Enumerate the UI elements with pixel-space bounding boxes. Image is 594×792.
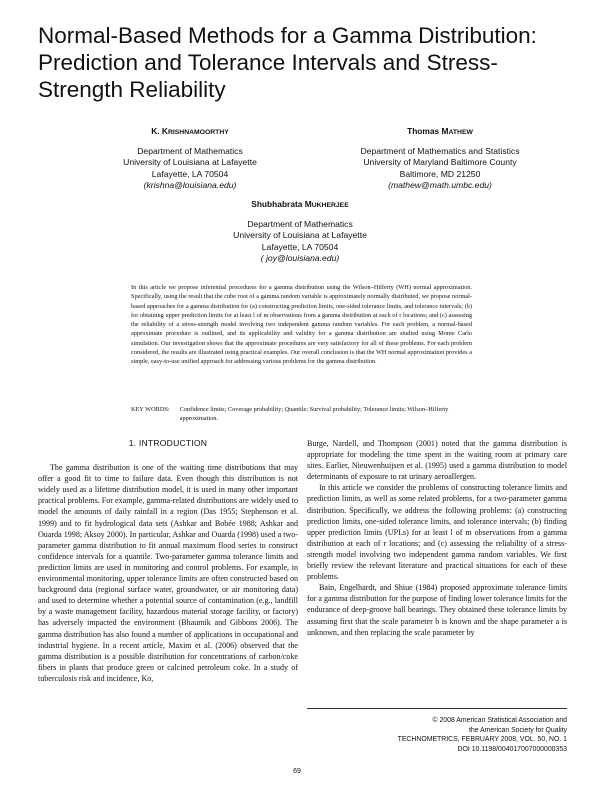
author-email[interactable]: (mathew@math.umbc.edu) xyxy=(388,180,492,190)
author-name: K. KRISHNAMOORTHY xyxy=(151,126,229,136)
paper-title: Normal-Based Methods for a Gamma Distribution: Prediction and Tolerance Intervals and Stress-Strength Reliability xyxy=(38,23,537,102)
author-city: Lafayette, LA 70504 xyxy=(151,168,229,179)
journal-line: TECHNOMETRICS, FEBRUARY 2008, VOL. 50, NO. 1 xyxy=(397,736,567,744)
author-department: Department of Mathematics xyxy=(247,218,353,229)
keywords xyxy=(131,405,472,424)
author-block-1 xyxy=(70,126,310,192)
paragraph: Bain, Engelhardt, and Shiue (1984) proposed approximate tolerance limits for a gamma distribution for the purpose of finding lower tolerance limits for the endurance of deep-groove ball bearings. They obtained these tolerance limits by assuming first that the scale parameter b is known and the shape parameter a is unknown, and then replacing the scale parameter by xyxy=(307,583,567,637)
author-name: Shubhabrata MUKHERJEE xyxy=(251,199,349,209)
author-block-2 xyxy=(320,126,560,192)
right-column xyxy=(307,438,567,638)
paragraph: The gamma distribution is one of the waiting time distributions that may offer a good fit to time to failure data. Even though this distribution is not widely used as a lifetime distribution model, it is used in many other important practical problems. For example, gamma-related distributions are widely used to model the amounts of daily rainfall in a region (Das 1955; Stephenson et al. 1999) and to fit hydrological data sets (Ashkar and Bobée 1988; Ashkar and Ouarda 1998; Aksoy 2000). In particular, Ashkar and Ouarda (1998) used a two-parameter gamma distribution to fit annual maximum flood series to construct confidence intervals for a quantile. Two-parameter gamma tolerance limits and prediction limits are used in monitoring and control problems. For example, in environmental monitoring, upper tolerance limits are often constructed based on background data (regional surface water, groundwater, or air monitoring data) and used to determine whether a potential source of contamination (e.g., landfill by a waste management facility, hazardous material storage facility, or factory) has adversely impacted the environment (Bhaumik and Gibbons 2006). The gamma distribution has also found a number of applications in occupational and industrial hygiene. In a recent article, Maxim et al. (2006) observed that the gamma distribution is a possible distribution for concentrations of carbon/coke fibers in plants that produce green or calcined petroleum coke. In a study of tuberculosis risk and incidence, Ko, xyxy=(38,463,298,683)
copyright-footer xyxy=(307,708,567,754)
abstract: In this article we propose inferential procedures for a gamma distribution using the Wilson–Hilferty (WH) normal approximation. Specifically, using the result that the cube root of a gamma random variable is approximately normally distributed, we propose normal-based approaches for a gamma distribution for (a) constructing prediction limits, one-sided tolerance limits, and tolerance intervals; (b) for obtaining upper prediction limits for at least l of m observations from a gamma distribution at each of r locations; and (c) assessing the reliability of a stress-strength model involving two independent gamma random variables. For each problem, a normal-based approximate procedure is outlined, and its applicability and validity for a gamma distribution are studied using Monte Carlo simulation. Our investigation shows that the approximate procedures are very satisfactory for all of these problems. For each problem considered, the results are illustrated using practical examples. Our overall conclusion is that the WH normal approximation provides a simple, easy-to-use unified approach for addressing various problems for the gamma distribution. xyxy=(131,284,472,365)
author-block-3 xyxy=(180,199,420,265)
author-university: University of Louisiana at Lafayette xyxy=(233,230,367,240)
left-column xyxy=(38,438,298,684)
doi-line[interactable]: DOI 10.1198/004017007000000353 xyxy=(457,745,567,753)
author-university: University of Maryland Baltimore County xyxy=(363,157,517,167)
author-city: Baltimore, MD 21250 xyxy=(399,168,481,179)
author-email[interactable]: (krishna@louisiana.edu) xyxy=(143,180,237,190)
copyright-line: © 2008 American Statistical Association and xyxy=(432,717,567,724)
paragraph: Burge, Nardell, and Thompson (2001) noted that the gamma distribution is appropriate for modeling the time spent in the waiting room at primary care sites. Earlier, Nieuwenhuijsen et al. (1995) used a gamma distribution to model determinants of exposure to rat urinary aeroallergen. xyxy=(307,439,567,482)
section-heading: 1. INTRODUCTION xyxy=(128,438,208,448)
author-email[interactable]: ( joy@louisiana.edu) xyxy=(260,253,340,263)
keywords-text: Confidence limits; Coverage probability; Quantile; Survival probability; Tolerance limits; Wilson–Hilferty approximation. xyxy=(179,406,449,423)
society-line: the American Society for Quality xyxy=(468,726,567,734)
author-name: Thomas MATHEW xyxy=(407,126,473,136)
page-number: 69 xyxy=(293,768,301,775)
author-city: Lafayette, LA 70504 xyxy=(261,241,339,252)
author-university: University of Louisiana at Lafayette xyxy=(123,157,257,167)
author-department: Department of Mathematics xyxy=(137,145,243,156)
author-department: Department of Mathematics and Statistics xyxy=(360,145,520,156)
keywords-label: KEY WORDS: xyxy=(131,406,170,413)
paragraph: In this article we consider the problems of constructing tolerance limits and prediction limits, as well as some related problems, for a two-parameter gamma distribution. Specifically, we address the following problems: (a) constructing prediction limits, one-sided tolerance limits, and tolerance intervals; (b) finding upper prediction limits (UPLs) for at least l of m observations from a gamma distribution at each of r locations; and (c) assessing the reliability of a stress-strength model involving two independent gamma random variables. We first briefly review the relevant literature and practical situations for each of these problems. xyxy=(307,483,567,582)
